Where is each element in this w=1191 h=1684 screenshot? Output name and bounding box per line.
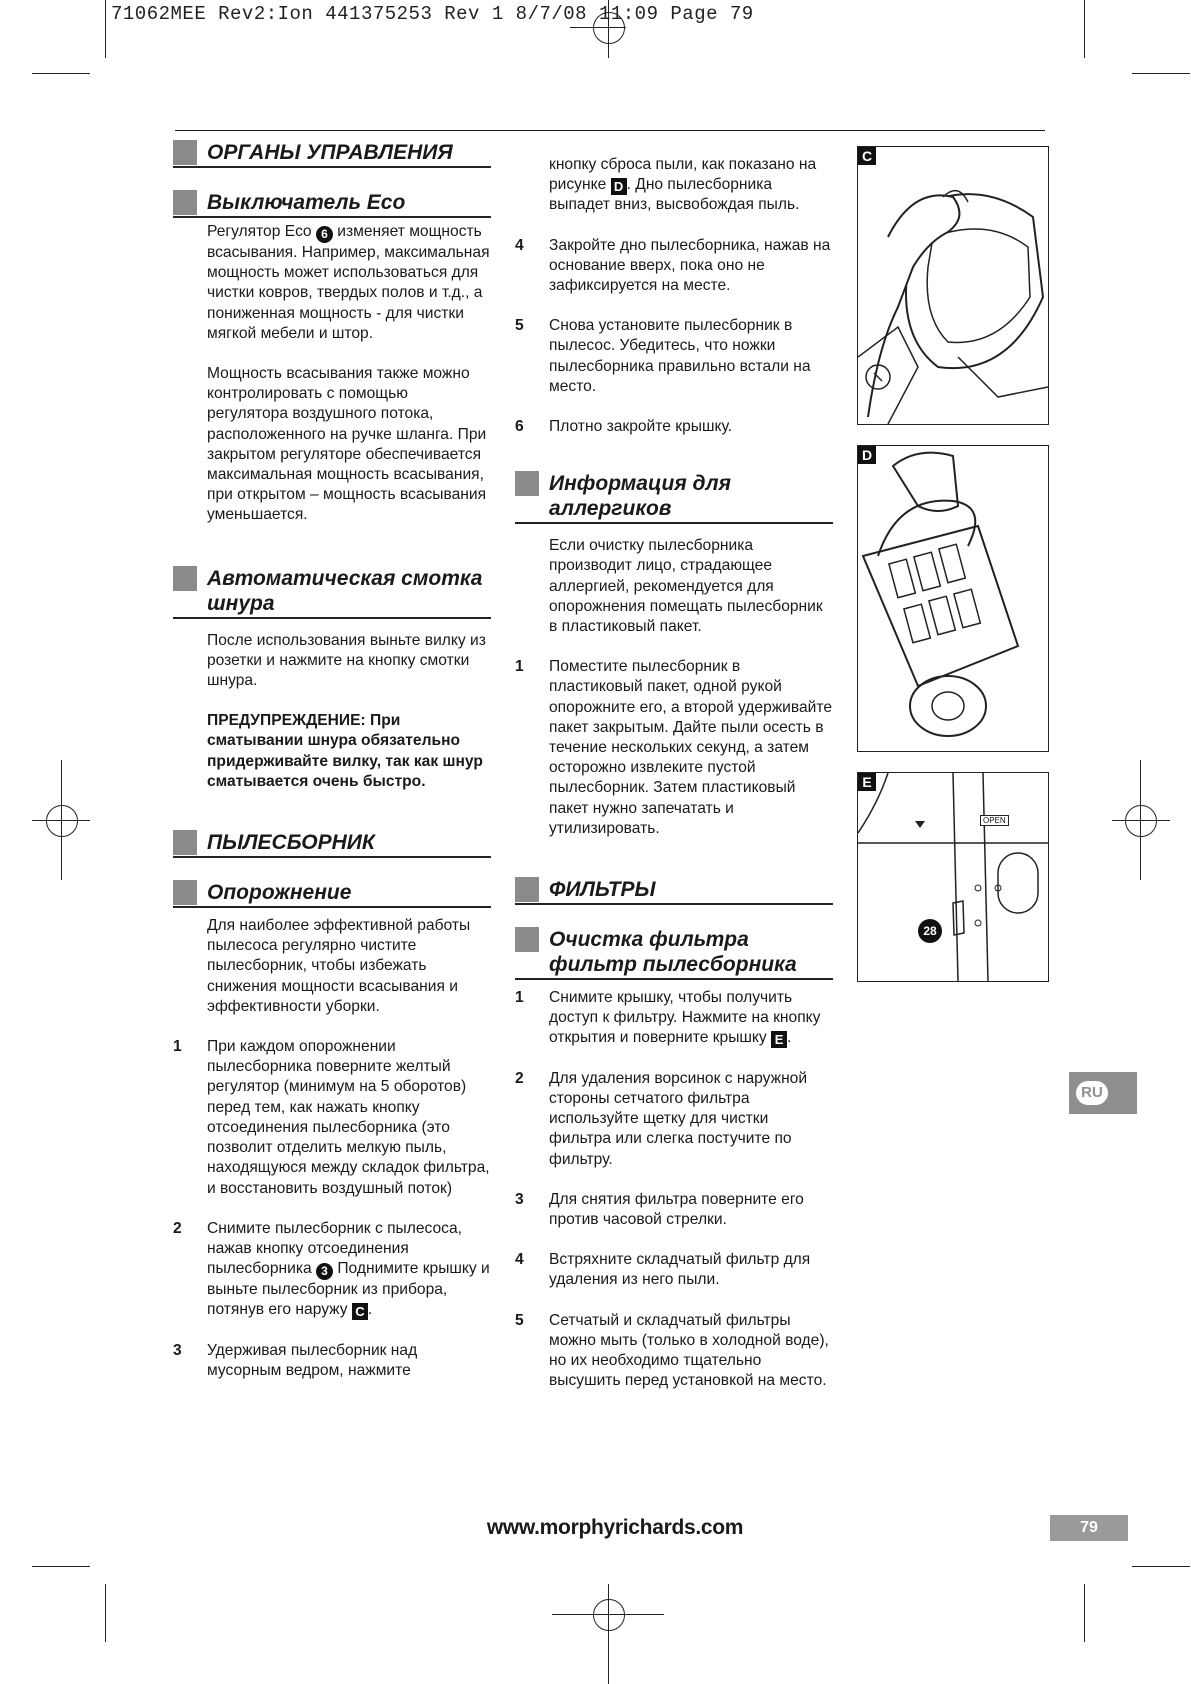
registration-mark xyxy=(593,1599,625,1631)
cord-paragraph: После использования выньте вилку из розетки и нажмите на кнопку смотки шнура. xyxy=(207,631,486,690)
crop-mark xyxy=(1084,1584,1085,1642)
registration-mark xyxy=(46,805,78,837)
section-title-controls: ОРГАНЫ УПРАВЛЕНИЯ xyxy=(173,140,491,168)
page-number: 79 xyxy=(1050,1515,1128,1541)
crop-mark xyxy=(105,0,106,58)
filter-step-3: 3 Для снятия фильтра поверните его против часовой стрелки. xyxy=(515,1190,804,1228)
top-rule xyxy=(175,130,1045,131)
language-tab-label: RU xyxy=(1076,1081,1108,1105)
figure-e-label: E xyxy=(858,773,876,791)
subsection-title-eco: Выключатель Eco xyxy=(173,190,491,218)
emptying-step-1: 1 При каждом опорожнении пылесборника поверните желтый регулятор (минимум на 5 оборотов) перед тем, как нажать кнопку отсоединения пылесборника (это позволит отделить мелкую пыль, находящуюся между складок фильтра, и восстановить воздушный поток) xyxy=(173,1038,490,1197)
figure-d-illustration xyxy=(858,446,1048,751)
crop-mark xyxy=(1132,1566,1190,1567)
emptying-step-4: 4 Закройте дно пылесборника, нажав на основание вверх, пока оно не зафиксируется на месте. xyxy=(515,236,831,295)
emptying-paragraph: Для наиболее эффективной работы пылесоса регулярно чистите пылесборник, чтобы избежать снижения мощности всасывания и эффективности уборки. xyxy=(207,917,471,1015)
filter-step-2: 2 Для удаления ворсинок с наружной стороны сетчатого фильтра используйте щетку для чистки фильтра или слегка постучите по фильтру. xyxy=(515,1069,808,1168)
figure-ref-d: D xyxy=(611,178,627,195)
registration-mark xyxy=(593,12,625,44)
figure-ref-c: C xyxy=(352,1303,368,1320)
print-slug: 71062MEE Rev2:Ion 441375253 Rev 1 8/7/08 11:09 Page 79 xyxy=(111,3,754,25)
eco-paragraph-1: Регулятор Eco 6 изменяет мощность всасывания. Например, максимальная мощность может использоваться для чистки ковров, твердых полов и т.д., а пониженная мощность - для чистки мягкой мебели и штор. xyxy=(207,223,490,342)
section-title-filters: ФИЛЬТРЫ xyxy=(515,877,833,905)
callout-6-badge: 6 xyxy=(316,226,333,243)
allergy-paragraph: Если очистку пылесборника производит лицо, страдающее аллергией, рекомендуется для опорожнения помещать пылесборник в пластиковый пакет. xyxy=(549,537,823,636)
figure-ref-e: E xyxy=(771,1031,787,1048)
filter-step-1: 1 Снимите крышку, чтобы получить доступ к фильтру. Нажмите на кнопку открытия и поверните крышку E . xyxy=(515,989,821,1048)
section-title-dust-container: ПЫЛЕСБОРНИК xyxy=(173,830,491,858)
step-3-continued: кнопку сброса пыли, как показано на рисунке D . Дно пылесборника выпадет вниз, высвобождая пыль. xyxy=(549,156,817,214)
figure-d xyxy=(857,445,1049,752)
middle-column xyxy=(515,155,833,1411)
figure-d-label: D xyxy=(858,446,876,464)
callout-3-badge: 3 xyxy=(316,1263,333,1280)
subsection-title-filter-cleaning: Очистка фильтра фильтр пылесборника xyxy=(515,927,833,980)
crop-mark xyxy=(1132,73,1190,74)
crop-mark xyxy=(32,1566,90,1567)
cord-warning: ПРЕДУПРЕЖДЕНИЕ: При сматывании шнура обязательно придерживайте вилку, так как шнур сматывается очень быстро. xyxy=(207,712,483,790)
callout-28-badge: 28 xyxy=(923,924,937,938)
left-column xyxy=(173,140,491,1401)
crop-mark xyxy=(105,1584,106,1642)
subsection-title-emptying: Опорожнение xyxy=(173,880,491,908)
figure-c-label: C xyxy=(858,147,876,165)
figure-e-illustration xyxy=(858,773,1048,981)
figure-e xyxy=(857,772,1049,982)
emptying-step-2: 2 Снимите пылесборник с пылесоса, нажав кнопку отсоединения пылесборника 3 Поднимите крышку и выньте пылесборник из прибора, потянув его наружу C . xyxy=(173,1219,490,1320)
figure-c-illustration xyxy=(858,147,1048,424)
emptying-step-5: 5 Снова установите пылесборник в пылесос. Убедитесь, что ножки пылесборника правильно встали на место. xyxy=(515,317,811,395)
allergy-step-1: 1 Поместите пылесборник в пластиковый пакет, одной рукой опорожните его, а второй удерживайте пакет закрытым. Дайте пыли осесть в течение нескольких секунд, а затем осторожно извлеките пустой пылесборник. Затем пластиковый пакет нужно запечатать и утилизировать. xyxy=(515,658,833,837)
eco-paragraph-2: Мощность всасывания также можно контролировать с помощью регулятора воздушного потока, расположенного на ручке шланга. При закрытом регуляторе обеспечивается максимальная мощность всасывания, при открытом – мощность всасывания уменьшается. xyxy=(207,365,487,524)
open-button-label: OPEN xyxy=(980,815,1009,826)
crop-mark xyxy=(1084,0,1085,58)
figure-c xyxy=(857,146,1049,425)
emptying-step-3: 3 Удерживая пылесборник над мусорным ведром, нажмите xyxy=(173,1341,418,1379)
emptying-step-6: 6 Плотно закройте крышку. xyxy=(515,418,733,436)
filter-step-4: 4 Встряхните складчатый фильтр для удаления из него пыли. xyxy=(515,1251,811,1289)
registration-mark xyxy=(1125,805,1157,837)
footer-url: www.morphyrichards.com xyxy=(486,1516,744,1539)
subsection-title-cord: Автоматическая смотка шнура xyxy=(173,566,491,619)
language-tab xyxy=(1069,1072,1137,1114)
subsection-title-allergy: Информация для аллергиков xyxy=(515,471,833,524)
crop-mark xyxy=(32,73,90,74)
filter-step-5: 5 Сетчатый и складчатый фильтры можно мыть (только в холодной воде), но их необходимо тщательно высушить перед установкой на место. xyxy=(515,1311,829,1390)
